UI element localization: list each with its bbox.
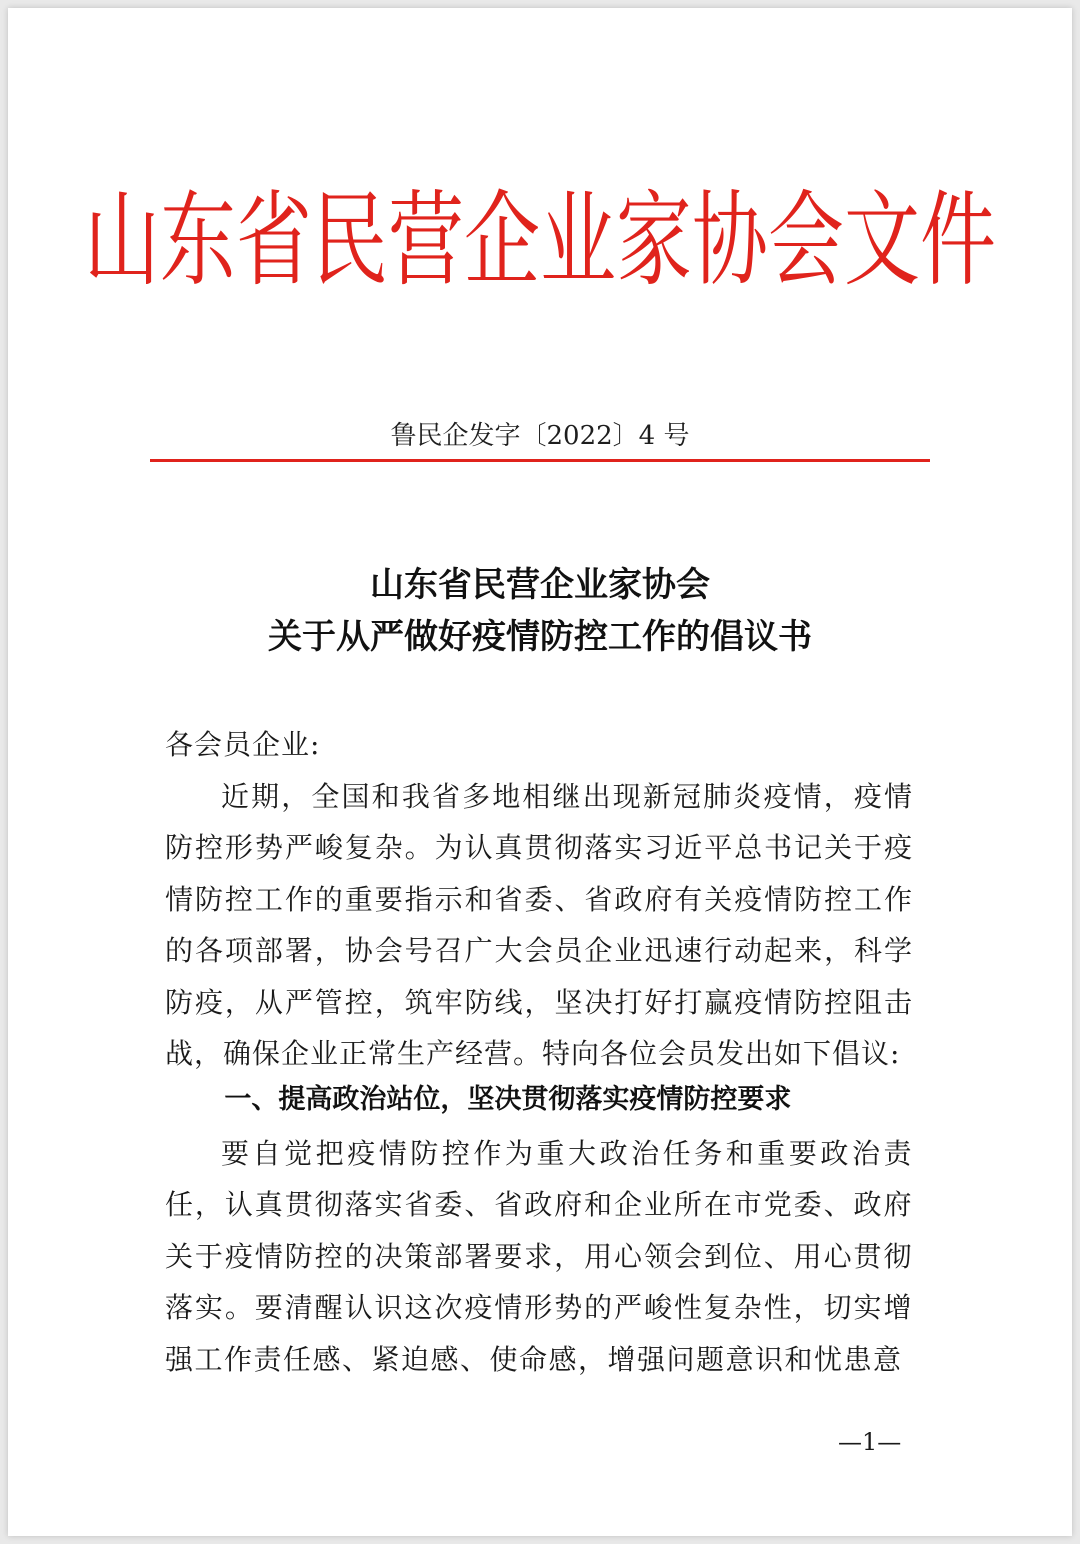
document-page [8,8,1072,1536]
red-divider-line [150,459,930,462]
body-paragraph-2: 要自觉把疫情防控作为重大政治任务和重要政治责任，认真贯彻落实省委、省政府和企业所在市党委、政府关于疫情防控的决策部署要求，用心领会到位、用心贯彻落实。要清醒认识这次疫情形势的严峻性复杂性，切实增强工作责任感、紧迫感、使命感，增强问题意识和忧患意 [165,1137,913,1376]
document-title-line-1: 山东省民营企业家协会 [370,565,710,605]
salutation: 各会员企业: [165,728,321,761]
document-number: 鲁民企发字〔2022〕4 号 [390,421,690,451]
document-title-line-2: 关于从严做好疫情防控工作的倡议书 [268,617,812,657]
page-number: —1— [838,1428,902,1456]
section-heading-1: 一、提高政治站位，坚决贯彻落实疫情防控要求 [224,1084,792,1115]
body-paragraph-1: 近期，全国和我省多地相继出现新冠肺炎疫情，疫情防控形势严峻复杂。为认真贯彻落实习近平总书记关于疫情防控工作的重要指示和省委、省政府有关疫情防控工作的各项部署，协会号召广大会员企业迅速行动起来，科学防疫，从严管控，筑牢防线，坚决打好打赢疫情防控阻击战，确保企业正常生产经营。特向各位会员发出如下倡议: [165,780,913,1071]
document-header: 山东省民营企业家协会文件 [84,179,996,300]
